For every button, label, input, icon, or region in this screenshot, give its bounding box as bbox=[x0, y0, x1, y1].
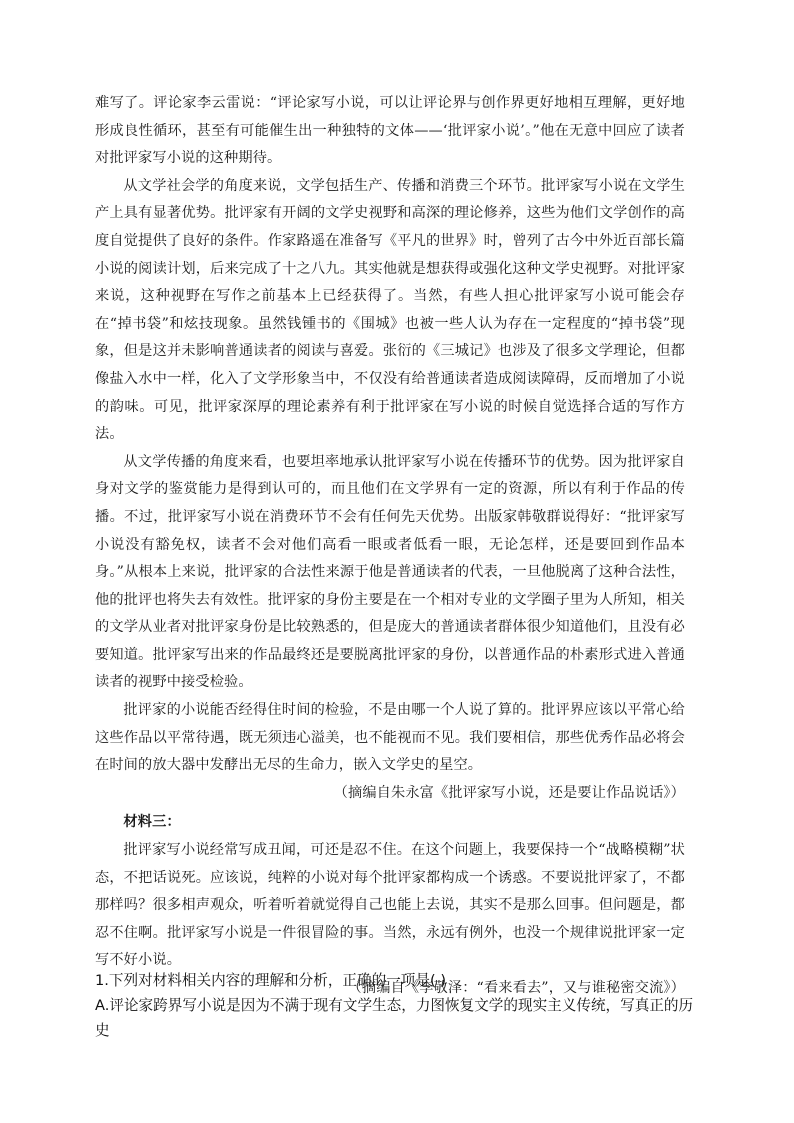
source-citation-2: （摘编自《李敬泽：“看来看去”，又与谁秘密交流》） bbox=[347, 980, 685, 996]
paragraph-continuation: 难写了。评论家李云雷说：“评论家写小说，可以让评论界与创作界更好地相互理解，更好地形成良性循环，甚至有可能催生出一种独特的文体——‘批评家小说’。”他在无意中回应了读者对批评家写小说的这种期待。 bbox=[95, 95, 685, 167]
paragraph-time-test: 批评家的小说能否经得住时间的检验，不是由哪一个人说了算的。批评界应该以平常心给这些作品以平常待遇，既无须违心溢美，也不能视而不见。我们要相信，那些优秀作品必将会在时间的放大器中发酵出无尽的生命力，嵌入文学史的星空。 bbox=[95, 702, 685, 774]
article-body bbox=[95, 90, 685, 1003]
question-block bbox=[95, 968, 695, 1043]
source-citation-1: （摘编自朱永富《批评家写小说，还是要让作品说话》） bbox=[333, 784, 685, 801]
material-three-heading: 材料三： bbox=[123, 814, 181, 831]
paragraph-literary-dissemination: 从文学传播的角度来看，也要坦率地承认批评家写小说在传播环节的优势。因为批评家自身对文学的鉴赏能力是得到认可的，而且他们在文学界有一定的资源，所以有利于作品的传播。不过，批评家写小说在消费环节不会有任何先天优势。出版家韩敬群说得好：“批评家写小说没有豁免权，读者不会对他们高看一眼或者低看一眼，无论怎样，还是要回到作品本身。”从根本上来说，批评家的合法性来源于他是普通读者的代表，一旦他脱离了这种合法性，他的批评也将失去有效性。批评家的身份主要是在一个相对专业的文学圈子里为人所知，相关的文学从业者对批评家身份是比较熟悉的，但是庞大的普通读者群体很少知道他们，且没有必要知道。批评家写出来的作品最终还是要脱离批评家的身份，以普通作品的朴素形式进入普通读者的视野中接受检验。 bbox=[95, 453, 685, 691]
option-a: A.评论家跨界写小说是因为不满于现有文学生态，力图恢复文学的现实主义传统，写真正的历史 bbox=[95, 997, 694, 1039]
material-three-text: 批评家写小说经常写成丑闻，可还是忍不住。在这个问题上，我要保持一个“战略模糊”状态，不把话说死。应该说，纯粹的小说对每个批评家都构成一个诱惑。不要说批评家了，不都那样吗？很多相声观众，听着听着就觉得自己也能上去说，其实不是那么回事。但问题是，都忍不住啊。批评家写小说是一件很冒险的事。当然，永远有例外，也没一个规律说批评家一定写不好小说。 bbox=[95, 842, 685, 969]
question-stem: 1.下列对材料相关内容的理解和分析，正确的一项是( ) bbox=[95, 972, 447, 989]
paragraph-literary-sociology: 从文学社会学的角度来说，文学包括生产、传播和消费三个环节。批评家写小说在文学生产上具有显著优势。批评家有开阔的文学史视野和高深的理论修养，这些为他们文学创作的高度自觉提供了良好的条件。作家路遥在准备写《平凡的世界》时，曾列了古今中外近百部长篇小说的阅读计划，后来完成了十之八九。其实他就是想获得或强化这种文学史视野。对批评家来说，这种视野在写作之前基本上已经获得了。当然，有些人担心批评家写小说可能会存在“掉书袋”和炫技现象。虽然钱锺书的《围城》也被一些人认为存在一定程度的“掉书袋”现象，但是这并未影响普通读者的阅读与喜爱。张衍的《三城记》也涉及了很多文学理论，但都像盐入水中一样，化入了文学形象当中，不仅没有给普通读者造成阅读障碍，反而增加了小说的韵味。可见，批评家深厚的理论素养有利于批评家在写小说的时候自觉选择合适的写作方法。 bbox=[95, 177, 685, 443]
